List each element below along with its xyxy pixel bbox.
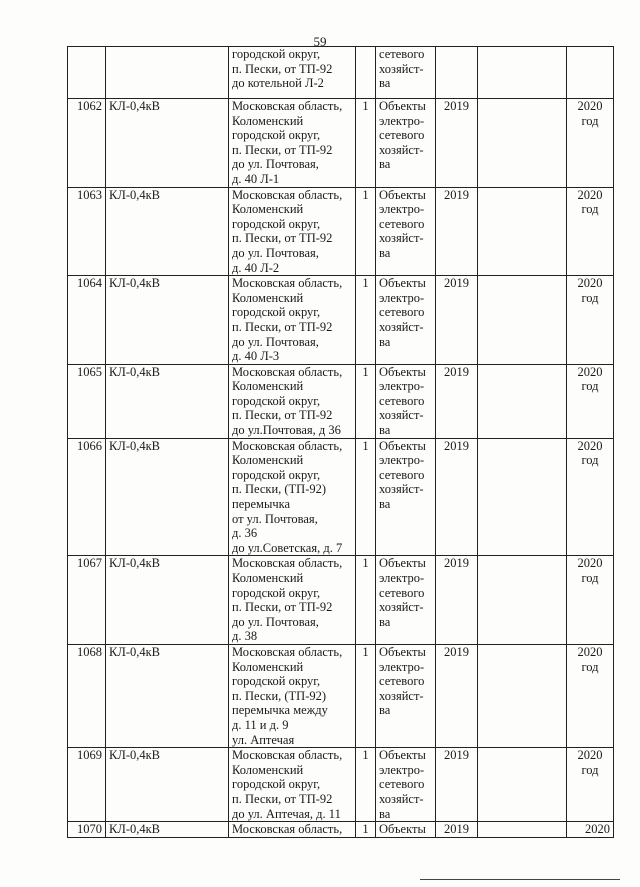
blank-cell xyxy=(478,47,567,99)
blank-cell xyxy=(478,187,567,276)
quantity-cell xyxy=(356,187,376,276)
address-cell-line: городской округ, xyxy=(232,47,321,61)
object-type-cell-line: электро- xyxy=(379,762,425,777)
object-type-cell xyxy=(376,644,436,747)
blank-cell xyxy=(478,276,567,365)
quantity-cell-text: 1 xyxy=(362,364,369,379)
address-cell-line: городской округ, xyxy=(232,305,321,320)
object-name-cell xyxy=(106,748,229,822)
term-line: год xyxy=(581,762,599,777)
table-body xyxy=(68,47,614,838)
quantity-cell-text: 1 xyxy=(362,644,369,659)
object-type-cell-line: ва xyxy=(379,806,391,821)
term-line: 2020 xyxy=(577,364,603,379)
address-cell-line: п. Пески, (ТП-92) xyxy=(232,482,327,497)
row-number-cell-text: 1067 xyxy=(77,556,102,571)
address-cell-line: Московская область, xyxy=(232,438,343,453)
address-cell-line: ул. Аптечая xyxy=(232,732,295,747)
address-cell-line: Коломенский xyxy=(232,762,304,777)
row-number-cell-text: 1068 xyxy=(77,644,102,659)
term-block xyxy=(570,188,610,217)
quantity-cell xyxy=(356,47,376,99)
object-type-cell-line: сетевого xyxy=(379,393,425,408)
address-cell-line: д. 40 Л-1 xyxy=(232,171,280,186)
term-cell xyxy=(567,644,614,747)
object-type-cell xyxy=(376,438,436,556)
term-block xyxy=(570,439,610,468)
row-number-cell xyxy=(68,822,106,838)
term-block xyxy=(570,556,610,585)
table-row xyxy=(68,556,614,645)
row-number-cell-text: 1066 xyxy=(77,438,102,453)
object-type-cell-line: хозяйст- xyxy=(379,408,424,423)
term-cell xyxy=(567,47,614,99)
object-type-cell xyxy=(376,276,436,365)
term-cell xyxy=(567,364,614,438)
object-type-cell xyxy=(376,364,436,438)
address-cell xyxy=(229,644,356,747)
object-name-cell xyxy=(106,187,229,276)
term-cell xyxy=(567,187,614,276)
object-type-cell-line: электро- xyxy=(379,659,425,674)
term-line: год xyxy=(581,379,599,394)
quantity-cell xyxy=(356,748,376,822)
term-cell xyxy=(567,438,614,556)
term-line: 2020 xyxy=(577,276,603,291)
row-number-cell-text: 1070 xyxy=(77,822,102,837)
row-number-cell xyxy=(68,276,106,365)
address-cell-line: городской округ, xyxy=(232,674,321,689)
address-cell-line: Московская область, xyxy=(232,364,343,379)
blank-cell xyxy=(478,556,567,645)
term-line: год xyxy=(581,571,599,585)
address-cell-line: городской округ, xyxy=(232,128,321,143)
object-name-cell-text: КЛ-0,4кВ xyxy=(109,187,161,202)
year-cell xyxy=(436,556,478,645)
object-type-cell-line: хозяйст- xyxy=(379,482,424,497)
term-line: 2020 xyxy=(577,187,603,202)
address-cell-line: до ул.Почтовая, д 36 xyxy=(232,423,341,438)
row-number-cell xyxy=(68,364,106,438)
term-block xyxy=(570,748,610,777)
quantity-cell xyxy=(356,276,376,365)
object-type-cell-line: электро- xyxy=(379,202,425,217)
quantity-cell xyxy=(356,822,376,838)
object-type-cell-line: электро- xyxy=(379,453,425,468)
object-name-cell-text: КЛ-0,4кВ xyxy=(109,644,161,659)
address-cell-line: Московская область, xyxy=(232,556,343,571)
object-type-cell-line: электро- xyxy=(379,571,425,585)
object-type-cell-line: хозяйст- xyxy=(379,319,424,334)
address-cell-line: городской округ, xyxy=(232,467,321,482)
object-name-cell xyxy=(106,822,229,838)
address-cell-line: до ул. Почтовая, xyxy=(232,334,319,349)
term-line: 2020 xyxy=(577,644,603,659)
object-type-cell-line: ва xyxy=(379,76,391,91)
row-number-cell xyxy=(68,748,106,822)
row-number-cell xyxy=(68,438,106,556)
object-type-cell xyxy=(376,187,436,276)
address-cell-line: перемычка между xyxy=(232,703,328,718)
object-name-cell xyxy=(106,438,229,556)
blank-cell xyxy=(478,644,567,747)
year-cell xyxy=(436,644,478,747)
object-type-cell-line: сетевого xyxy=(379,674,425,689)
object-name-cell-text: КЛ-0,4кВ xyxy=(109,276,161,291)
object-type-cell-line: хозяйст- xyxy=(379,688,424,703)
address-cell-line: Московская область, xyxy=(232,187,343,202)
address-cell-line: до ул. Почтовая, xyxy=(232,245,319,260)
object-type-cell-line: сетевого xyxy=(379,777,425,792)
row-number-cell xyxy=(68,644,106,747)
address-cell xyxy=(229,556,356,645)
object-type-cell-line: электро- xyxy=(379,113,425,128)
year-cell xyxy=(436,187,478,276)
object-type-cell-line: сетевого xyxy=(379,128,425,143)
quantity-cell-text: 1 xyxy=(362,438,369,453)
object-type-cell-line: Объекты xyxy=(379,556,426,571)
address-cell-line: д. 40 Л-2 xyxy=(232,260,280,275)
row-number-cell-text: 1063 xyxy=(77,187,102,202)
quantity-cell xyxy=(356,99,376,188)
address-cell-line: Коломенский xyxy=(232,113,304,128)
object-name-cell xyxy=(106,276,229,365)
address-cell xyxy=(229,47,356,99)
address-cell-line: Коломенский xyxy=(232,659,304,674)
object-type-cell xyxy=(376,47,436,99)
term-line: год xyxy=(581,659,599,674)
object-name-cell xyxy=(106,47,229,99)
object-name-cell-text: КЛ-0,4кВ xyxy=(109,438,161,453)
address-cell-line: до ул. Аптечая, д. 11 xyxy=(232,806,341,821)
blank-cell xyxy=(478,364,567,438)
object-name-cell-text: КЛ-0,4кВ xyxy=(109,99,161,113)
address-cell xyxy=(229,276,356,365)
row-number-cell-text: 1062 xyxy=(77,99,102,113)
table-row xyxy=(68,438,614,556)
year-cell-text: 2019 xyxy=(444,556,469,571)
address-cell-line: п. Пески, (ТП-92) xyxy=(232,688,327,703)
address-cell-line: Московская область, xyxy=(232,99,343,113)
term-block xyxy=(570,645,610,674)
term-cell xyxy=(567,99,614,188)
address-cell-line: городской округ, xyxy=(232,393,321,408)
quantity-cell xyxy=(356,644,376,747)
term-line: год xyxy=(581,290,599,305)
object-type-cell-line: Объекты xyxy=(379,276,426,291)
year-cell-text: 2019 xyxy=(444,438,469,453)
quantity-cell-text: 1 xyxy=(362,187,369,202)
address-cell-line: городской округ, xyxy=(232,585,321,600)
table-row xyxy=(68,276,614,365)
table-row xyxy=(68,644,614,747)
year-cell xyxy=(436,364,478,438)
year-cell-text: 2019 xyxy=(444,99,469,113)
quantity-cell-text: 1 xyxy=(362,99,369,113)
address-cell xyxy=(229,822,356,838)
year-cell xyxy=(436,99,478,188)
term-block xyxy=(585,822,610,837)
address-cell-line: д. 11 и д. 9 xyxy=(232,717,289,732)
object-type-cell-line: электро- xyxy=(379,290,425,305)
object-name-cell xyxy=(106,99,229,188)
row-number-cell xyxy=(68,47,106,99)
address-cell-line: Коломенский xyxy=(232,290,304,305)
object-name-cell xyxy=(106,644,229,747)
year-cell xyxy=(436,276,478,365)
quantity-cell xyxy=(356,556,376,645)
address-cell-line: п. Пески, от ТП-92 xyxy=(232,142,333,157)
blank-cell xyxy=(478,99,567,188)
object-type-cell-line: хозяйст- xyxy=(379,231,424,246)
address-cell-line: Коломенский xyxy=(232,453,304,468)
object-type-cell-line: хозяйст- xyxy=(379,61,424,76)
row-number-cell xyxy=(68,99,106,188)
object-type-cell-line: Объекты xyxy=(379,187,426,202)
address-cell-line: от ул. Почтовая, xyxy=(232,511,318,526)
object-name-cell-text: КЛ-0,4кВ xyxy=(109,822,161,837)
address-cell-line: д. 36 xyxy=(232,526,258,541)
blank-cell xyxy=(478,748,567,822)
object-type-cell-line: ва xyxy=(379,703,391,718)
address-cell-line: перемычка xyxy=(232,497,291,512)
year-cell-text: 2019 xyxy=(444,748,469,763)
object-type-cell-line: Объекты xyxy=(379,644,426,659)
address-cell-line: городской округ, xyxy=(232,216,321,231)
address-cell-line: Коломенский xyxy=(232,379,304,394)
address-cell-line: Московская область, xyxy=(232,276,343,291)
footer-rule xyxy=(420,879,620,880)
term-cell xyxy=(567,276,614,365)
address-cell-line: п. Пески, от ТП-92 xyxy=(232,231,333,246)
object-type-cell-line: Объекты xyxy=(379,99,426,113)
address-cell xyxy=(229,364,356,438)
row-number-cell-text: 1064 xyxy=(77,276,102,291)
year-cell-text: 2019 xyxy=(444,822,469,837)
quantity-cell xyxy=(356,438,376,556)
object-type-cell-line: ва xyxy=(379,334,391,349)
address-cell-line: Московская область, xyxy=(232,748,343,763)
quantity-cell-text: 1 xyxy=(362,556,369,571)
address-cell-line: до ул. Почтовая, xyxy=(232,157,319,172)
year-cell xyxy=(436,47,478,99)
address-cell-line: Московская область, xyxy=(232,644,343,659)
address-cell-line: до котельной Л-2 xyxy=(232,76,324,91)
object-type-cell xyxy=(376,822,436,838)
table-row xyxy=(68,47,614,99)
term-line: год xyxy=(581,202,599,217)
term-block xyxy=(570,365,610,394)
address-cell-line: д. 40 Л-3 xyxy=(232,349,280,364)
address-cell-line: до ул. Почтовая, xyxy=(232,614,319,629)
table-row xyxy=(68,99,614,188)
quantity-cell-text: 1 xyxy=(362,822,369,837)
object-type-cell-line: сетевого xyxy=(379,305,425,320)
year-cell xyxy=(436,748,478,822)
term-line: 2020 xyxy=(577,99,603,113)
object-type-cell-line: сетевого xyxy=(379,585,425,600)
object-type-cell-line: Объекты xyxy=(379,364,426,379)
address-cell xyxy=(229,438,356,556)
address-cell-line: п. Пески, от ТП-92 xyxy=(232,408,333,423)
object-name-cell-text: КЛ-0,4кВ xyxy=(109,556,161,571)
object-name-cell-text: КЛ-0,4кВ xyxy=(109,748,161,763)
term-cell xyxy=(567,556,614,645)
year-cell-text: 2019 xyxy=(444,644,469,659)
address-cell-line: п. Пески, от ТП-92 xyxy=(232,600,333,615)
object-name-cell xyxy=(106,556,229,645)
object-type-cell-line: хозяйст- xyxy=(379,600,424,615)
term-line: год xyxy=(581,113,599,128)
address-cell xyxy=(229,748,356,822)
term-line: год xyxy=(581,453,599,468)
year-cell-text: 2019 xyxy=(444,364,469,379)
object-type-cell-line: ва xyxy=(379,157,391,172)
quantity-cell-text: 1 xyxy=(362,276,369,291)
address-cell-line: городской округ, xyxy=(232,777,321,792)
object-type-cell-line: электро- xyxy=(379,379,425,394)
object-name-cell xyxy=(106,364,229,438)
object-type-cell-line: ва xyxy=(379,614,391,629)
year-cell-text: 2019 xyxy=(444,276,469,291)
term-line: 2020 xyxy=(577,438,603,453)
term-block xyxy=(570,99,610,128)
year-cell xyxy=(436,822,478,838)
address-cell xyxy=(229,187,356,276)
object-type-cell-line: сетевого xyxy=(379,216,425,231)
address-cell-line: п. Пески, от ТП-92 xyxy=(232,61,333,76)
address-cell-line: д. 38 xyxy=(232,629,258,644)
object-type-cell-line: ва xyxy=(379,497,391,512)
registry-table xyxy=(67,46,614,838)
year-cell-text: 2019 xyxy=(444,187,469,202)
address-cell-line: Московская область, xyxy=(232,822,343,837)
row-number-cell-text: 1069 xyxy=(77,748,102,763)
term-line: 2020 xyxy=(585,822,610,837)
page-number: 59 xyxy=(313,34,327,49)
object-type-cell-line: Объекты xyxy=(379,748,426,763)
address-cell xyxy=(229,99,356,188)
term-cell xyxy=(567,822,614,838)
object-type-cell-line: ва xyxy=(379,245,391,260)
object-type-cell-line: сетевого xyxy=(379,47,425,61)
blank-cell xyxy=(478,822,567,838)
term-line: 2020 xyxy=(577,748,603,763)
object-type-cell xyxy=(376,748,436,822)
term-block xyxy=(570,276,610,305)
object-type-cell-line: Объекты xyxy=(379,822,426,837)
term-line: 2020 xyxy=(577,556,603,571)
blank-cell xyxy=(478,438,567,556)
table-row xyxy=(68,187,614,276)
quantity-cell xyxy=(356,364,376,438)
object-type-cell-line: ва xyxy=(379,423,391,438)
object-type-cell xyxy=(376,99,436,188)
row-number-cell-text: 1065 xyxy=(77,364,102,379)
row-number-cell xyxy=(68,187,106,276)
table-row xyxy=(68,748,614,822)
table-row xyxy=(68,822,614,838)
address-cell-line: Коломенский xyxy=(232,202,304,217)
row-number-cell xyxy=(68,556,106,645)
term-cell xyxy=(567,748,614,822)
object-type-cell-line: хозяйст- xyxy=(379,142,424,157)
object-type-cell-line: Объекты xyxy=(379,438,426,453)
object-type-cell xyxy=(376,556,436,645)
year-cell xyxy=(436,438,478,556)
quantity-cell-text: 1 xyxy=(362,748,369,763)
address-cell-line: п. Пески, от ТП-92 xyxy=(232,791,333,806)
object-type-cell-line: сетевого xyxy=(379,467,425,482)
object-type-cell-line: хозяйст- xyxy=(379,791,424,806)
table-row xyxy=(68,364,614,438)
address-cell-line: Коломенский xyxy=(232,571,304,585)
address-cell-line: до ул.Советская, д. 7 xyxy=(232,540,343,555)
address-cell-line: п. Пески, от ТП-92 xyxy=(232,319,333,334)
object-name-cell-text: КЛ-0,4кВ xyxy=(109,364,161,379)
